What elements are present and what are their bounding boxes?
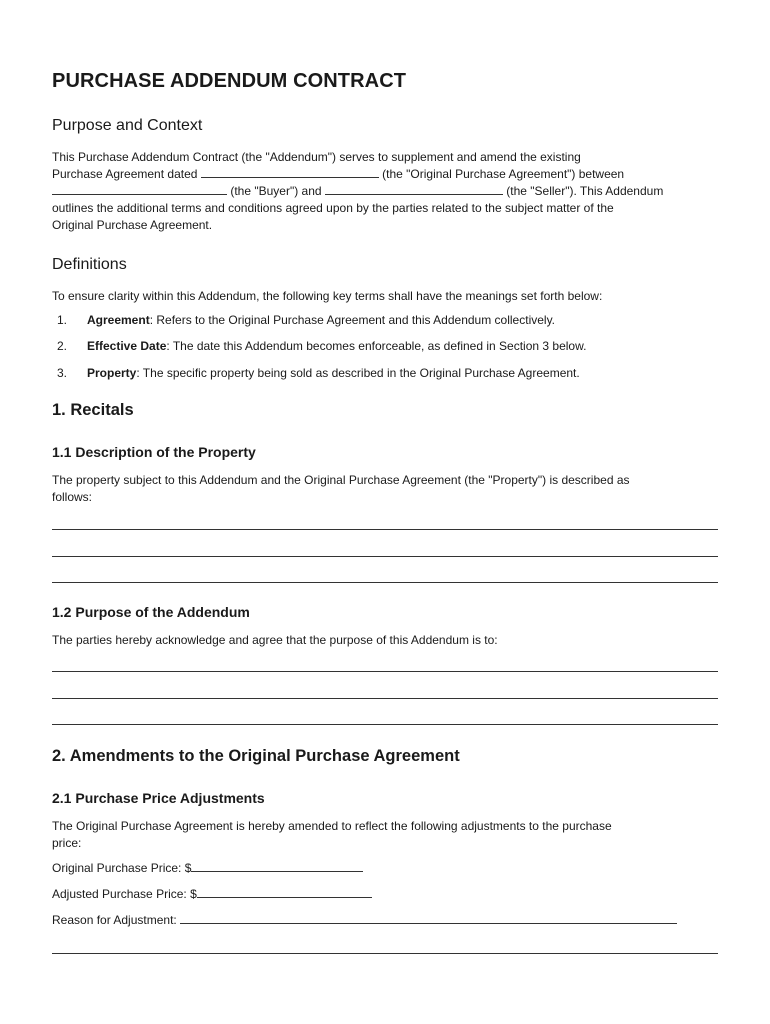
purpose-line-2b: (the "Original Purchase Agreement") between [382,167,625,181]
purpose-line-3b: (the "Seller"). This Addendum [506,184,664,198]
adjusted-price-label: Adjusted Purchase Price: $ [52,887,197,901]
definition-term-3: Property [87,366,137,380]
definition-item-1 [87,313,555,327]
amendments-heading: 2. Amendments to the Original Purchase Agreement [52,747,460,765]
property-description-line-2[interactable] [52,556,718,557]
section-1-1-line-1: The property subject to this Addendum and the Original Purchase Agreement (the "Property") is described as [52,473,630,487]
agreement-date-blank[interactable] [201,167,379,178]
section-2-1-line-2: price: [52,836,82,850]
purpose-line-1: This Purchase Addendum Contract (the "Addendum") serves to supplement and amend the existing [52,150,581,164]
reason-continuation-line[interactable] [52,953,718,954]
section-1-2-heading: 1.2 Purpose of the Addendum [52,604,250,620]
adjusted-price-row [52,886,720,903]
definition-number-2: 2. [57,339,68,353]
section-2-1-heading: 2.1 Purchase Price Adjustments [52,790,265,806]
original-price-label: Original Purchase Price: $ [52,861,192,875]
definition-item-2 [87,339,586,353]
definition-term-1: Agreement [87,313,150,327]
reason-row [52,912,720,929]
buyer-blank[interactable] [52,184,227,195]
property-description-line-3[interactable] [52,582,718,583]
section-1-1-line-2: follows: [52,490,93,504]
original-price-row [52,860,720,877]
purpose-line-5: Original Purchase Agreement. [52,218,213,232]
section-1-1-heading: 1.1 Description of the Property [52,444,256,460]
addendum-purpose-line-1[interactable] [52,671,718,672]
definition-number-3: 3. [57,366,68,380]
purpose-heading: Purpose and Context [52,117,203,134]
addendum-purpose-line-2[interactable] [52,698,718,699]
purpose-line-4: outlines the additional terms and conditions agreed upon by the parties related to the subject matter of the [52,201,614,215]
definition-text-1: : Refers to the Original Purchase Agreement and this Addendum collectively. [149,313,556,327]
definition-text-2: : The date this Addendum becomes enforceable, as defined in Section 3 below. [166,339,587,353]
addendum-purpose-line-3[interactable] [52,724,718,725]
definition-term-2: Effective Date [87,339,167,353]
definition-number-1: 1. [57,313,68,327]
reason-blank[interactable] [180,913,677,924]
recitals-heading: 1. Recitals [52,401,134,419]
purpose-line-3a: (the "Buyer") and [230,184,322,198]
section-1-2-line-1: The parties hereby acknowledge and agree that the purpose of this Addendum is to: [52,633,498,647]
definitions-intro: To ensure clarity within this Addendum, the following key terms shall have the meanings set forth below: [52,289,603,303]
definition-item-3 [87,366,580,380]
property-description-line-1[interactable] [52,529,718,530]
definition-text-3: : The specific property being sold as described in the Original Purchase Agreement. [136,366,580,380]
document-title: PURCHASE ADDENDUM CONTRACT [52,70,407,92]
section-2-1-line-1: The Original Purchase Agreement is hereby amended to reflect the following adjustments to the purchase [52,819,612,833]
purpose-line-3 [52,183,720,200]
reason-label: Reason for Adjustment: [52,913,177,927]
purpose-line-2a: Purchase Agreement dated [52,167,198,181]
definitions-heading: Definitions [52,256,127,273]
adjusted-price-blank[interactable] [197,887,372,898]
seller-blank[interactable] [325,184,503,195]
original-price-blank[interactable] [191,861,363,872]
purpose-line-2 [52,166,720,183]
